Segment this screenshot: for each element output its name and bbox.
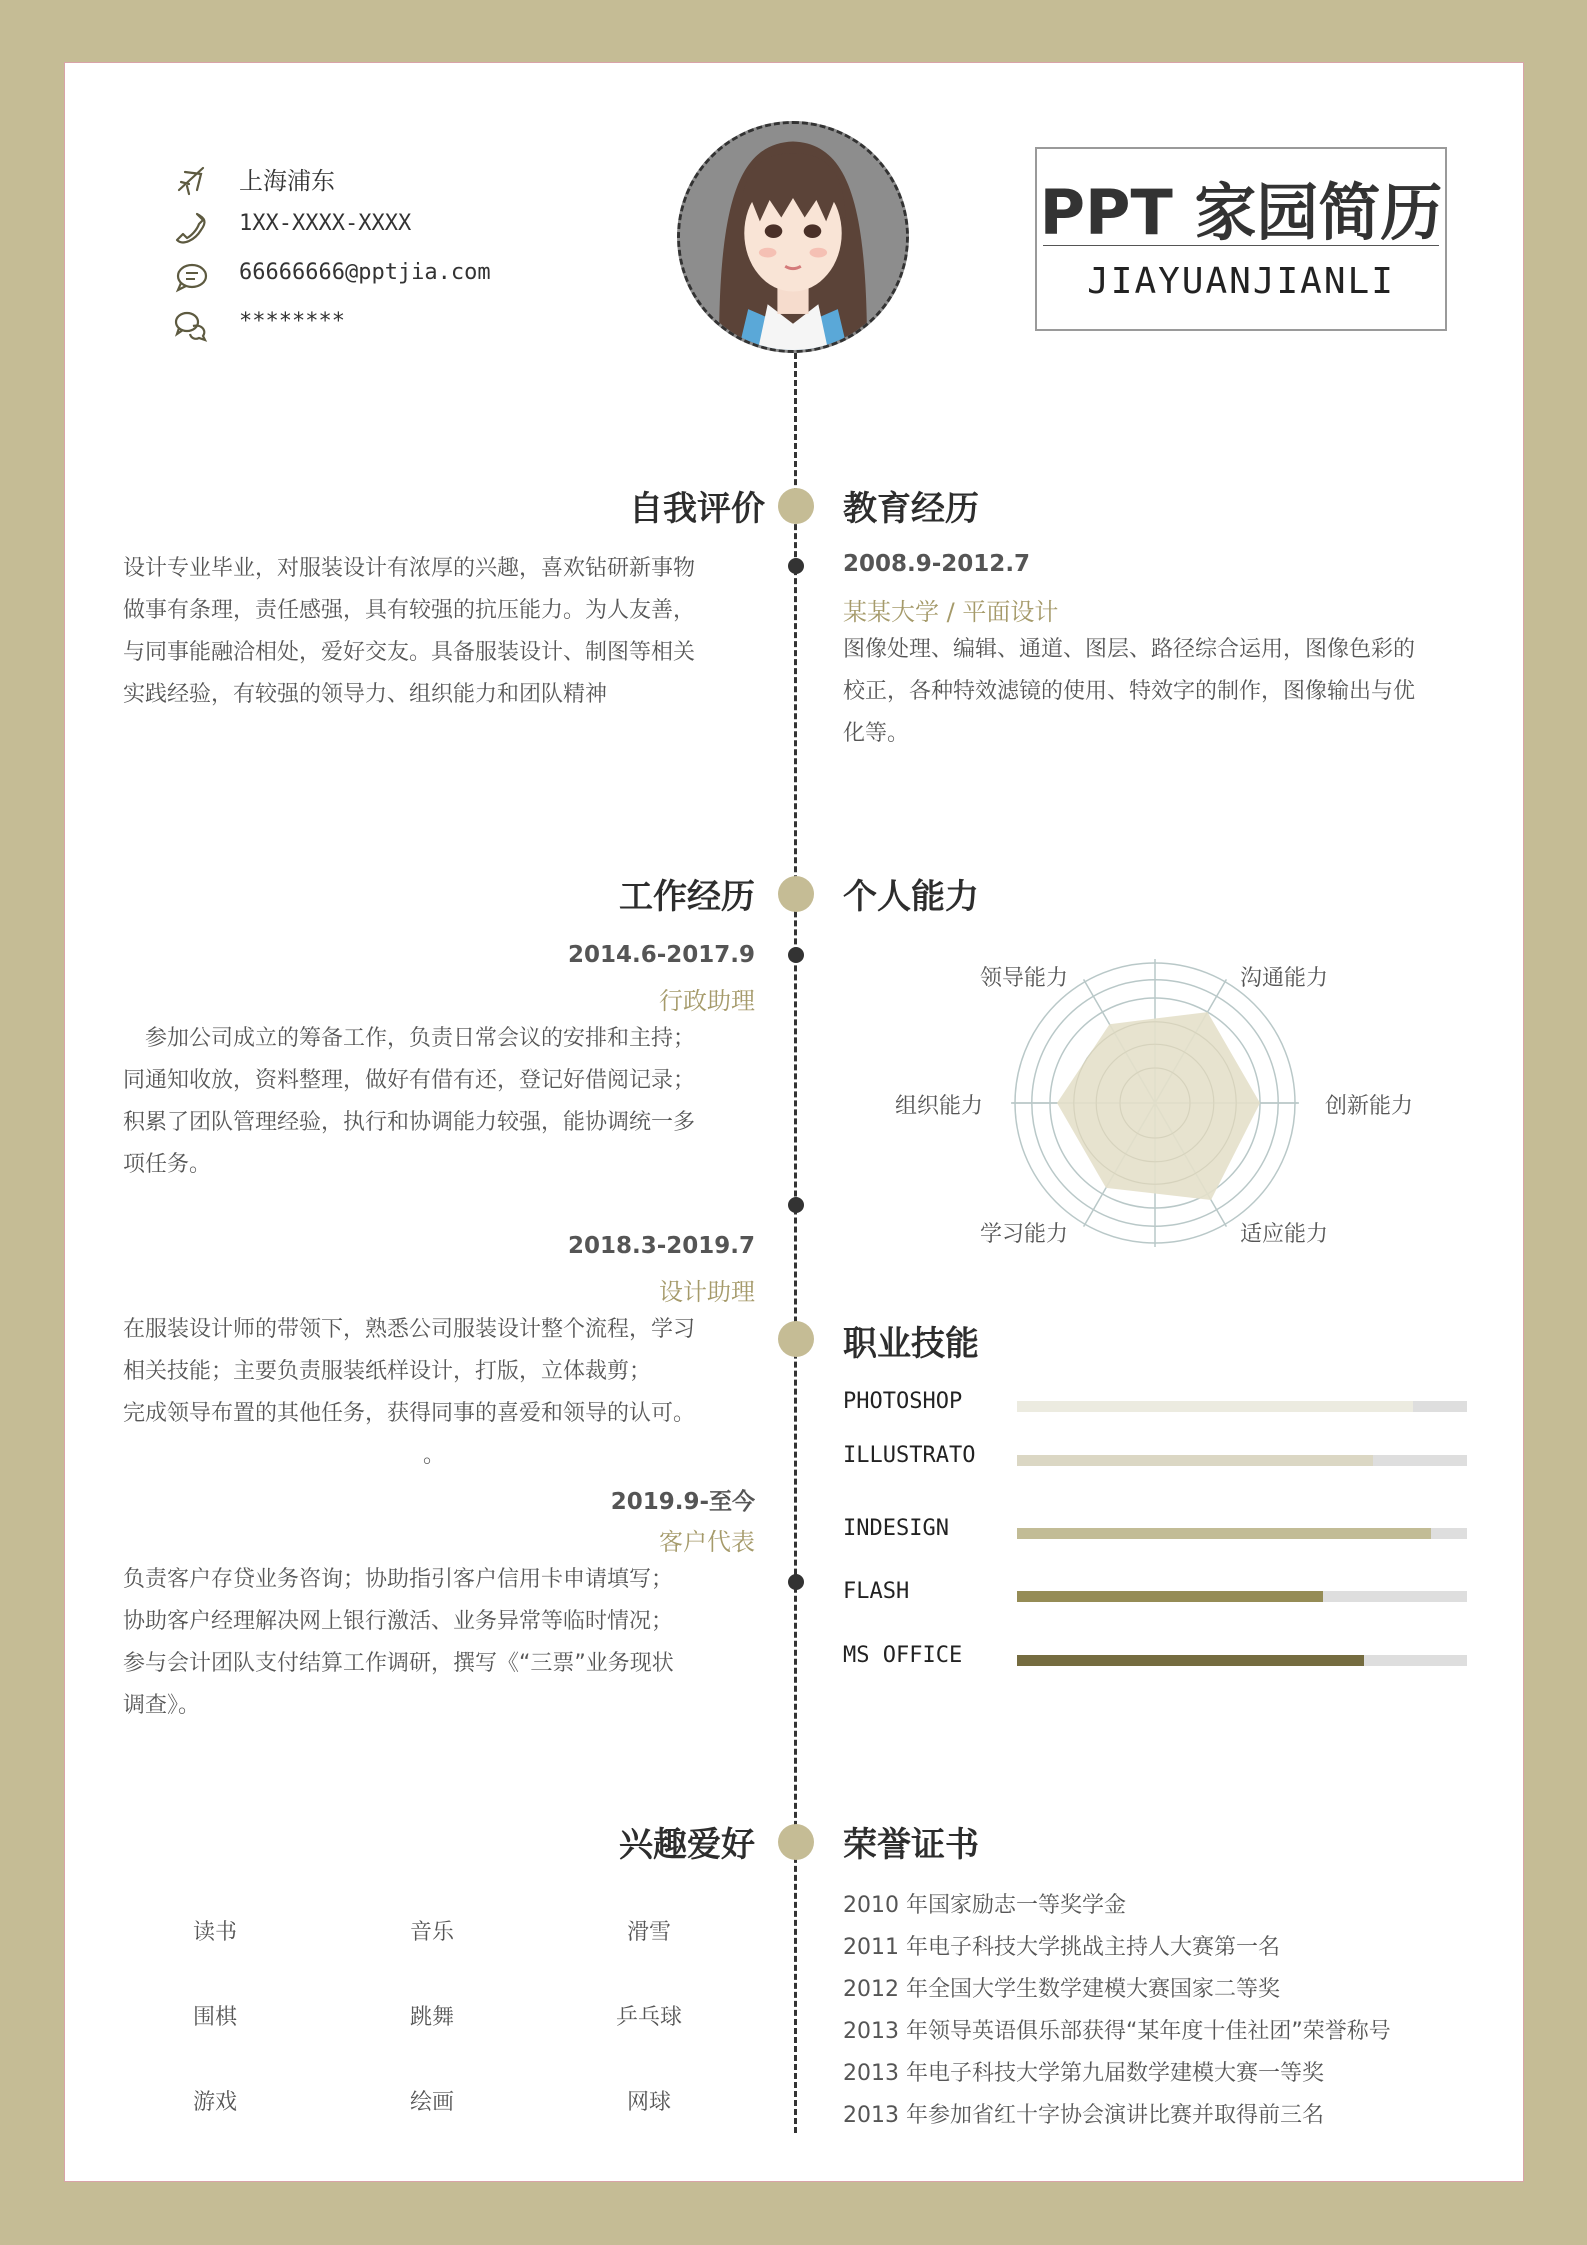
job-line: 相关技能；主要负责服装纸样设计，打版，立体裁剪； bbox=[123, 1359, 652, 1384]
timeline-dot bbox=[788, 1197, 804, 1213]
resume-title-box bbox=[1035, 147, 1447, 331]
job-line: 调查》。 bbox=[123, 1693, 201, 1718]
radar-label: 组织能力 bbox=[894, 1094, 983, 1119]
radar-label: 创新能力 bbox=[1325, 1094, 1414, 1119]
abilities-heading: 个人能力 bbox=[843, 877, 979, 917]
timeline-dot-section bbox=[778, 488, 814, 524]
chat-bubbles-icon bbox=[171, 306, 211, 346]
skill-label: INDESIGN bbox=[843, 1516, 949, 1541]
timeline-dot-section bbox=[778, 1321, 814, 1357]
self-eval-heading: 自我评价 bbox=[629, 489, 765, 529]
skill-bar-fill bbox=[1017, 1401, 1413, 1412]
education-line: 校正，各种特效滤镜的使用、特效字的制作，图像输出与优 bbox=[843, 679, 1416, 704]
skill-bar-fill bbox=[1017, 1655, 1364, 1666]
honor-item: 2013 年领导英语俱乐部获得“某年度十佳社团”荣誉称号 bbox=[843, 2019, 1391, 2044]
skill-bar-fill bbox=[1017, 1528, 1431, 1539]
hobbies-heading: 兴趣爱好 bbox=[619, 1825, 755, 1865]
honor-item: 2013 年参加省红十字协会演讲比赛并取得前三名 bbox=[843, 2103, 1324, 2128]
phone-icon bbox=[171, 208, 211, 248]
avatar-illustration bbox=[680, 124, 906, 350]
timeline-dot bbox=[788, 947, 804, 963]
skill-bar-track bbox=[1017, 1401, 1467, 1412]
honor-item: 2011 年电子科技大学挑战主持人大赛第一名 bbox=[843, 1935, 1280, 1960]
radar-label: 沟通能力 bbox=[1240, 965, 1329, 991]
work-heading: 工作经历 bbox=[619, 877, 755, 917]
education-date: 2008.9-2012.7 bbox=[843, 551, 1031, 577]
radar-label: 领导能力 bbox=[979, 965, 1068, 991]
contact-email bbox=[171, 257, 211, 297]
education-line: 图像处理、编辑、通道、图层、路径综合运用，图像色彩的 bbox=[843, 637, 1416, 662]
radar-label: 学习能力 bbox=[979, 1222, 1068, 1248]
hobby-item: 网球 bbox=[626, 2090, 671, 2115]
job-description bbox=[123, 1018, 763, 1186]
skill-label: FLASH bbox=[843, 1579, 910, 1604]
timeline-line bbox=[794, 353, 797, 2133]
education-text bbox=[843, 629, 1483, 755]
resume-title: PPT 家园简历 bbox=[1039, 176, 1443, 249]
job-line: 同通知收放，资料整理，做好有借有还，登记好借阅记录； bbox=[123, 1068, 696, 1093]
job-line: 项任务。 bbox=[123, 1152, 212, 1177]
skills-heading: 职业技能 bbox=[843, 1324, 979, 1364]
contact-location bbox=[171, 160, 211, 200]
contact-phone-text: 1XX-XXXX-XXXX bbox=[239, 211, 412, 236]
avatar bbox=[677, 121, 909, 353]
job-line: 协助客户经理解决网上银行激活、业务异常等临时情况； bbox=[123, 1609, 674, 1634]
airplane-icon bbox=[171, 160, 211, 200]
education-heading: 教育经历 bbox=[843, 489, 979, 529]
job-line: 负责客户存贷业务咨询；协助指引客户信用卡申请填写； bbox=[123, 1567, 674, 1592]
job-description bbox=[123, 1559, 763, 1727]
honor-item: 2012 年全国大学生数学建模大赛国家二等奖 bbox=[843, 1977, 1280, 2002]
job-line: 参与会计团队支付结算工作调研，撰写《“三票”业务现状 bbox=[123, 1651, 674, 1676]
skill-bar-track bbox=[1017, 1528, 1467, 1539]
job-date: 2019.9-至今 bbox=[610, 1489, 755, 1515]
honor-item: 2013 年电子科技大学第九届数学建模大赛一等奖 bbox=[843, 2061, 1324, 2086]
timeline-dot-section bbox=[778, 876, 814, 912]
job-role: 设计助理 bbox=[659, 1278, 755, 1306]
contact-location-text: 上海浦东 bbox=[239, 167, 335, 195]
contact-phone bbox=[171, 208, 211, 248]
title-divider bbox=[1043, 245, 1439, 246]
skill-bar-track bbox=[1017, 1655, 1467, 1666]
self-eval-line: 设计专业毕业，对服装设计有浓厚的兴趣，喜欢钻研新事物 bbox=[123, 556, 696, 581]
job-description bbox=[123, 1309, 763, 1477]
education-line: 化等。 bbox=[843, 721, 910, 746]
hobby-item: 跳舞 bbox=[409, 2005, 454, 2030]
hobby-item: 音乐 bbox=[409, 1920, 454, 1945]
timeline-dot bbox=[788, 1574, 804, 1590]
job-date: 2014.6-2017.9 bbox=[567, 942, 755, 968]
skill-bar-track bbox=[1017, 1455, 1467, 1466]
job-line: 参加公司成立的筹备工作，负责日常会议的安排和主持； bbox=[123, 1026, 696, 1051]
skill-label: ILLUSTRATO bbox=[843, 1443, 976, 1468]
hobby-item: 围棋 bbox=[192, 2005, 237, 2030]
skill-label: MS OFFICE bbox=[843, 1643, 963, 1668]
education-school: 某某大学 / 平面设计 bbox=[843, 598, 1059, 626]
timeline-dot-section bbox=[778, 1824, 814, 1860]
skill-bar-track bbox=[1017, 1591, 1467, 1602]
hobby-item: 绘画 bbox=[409, 2090, 454, 2115]
job-line: 完成领导布置的其他任务，获得同事的喜爱和领导的认可。 bbox=[123, 1401, 696, 1426]
self-eval-line: 做事有条理，责任感强，具有较强的抗压能力。为人友善， bbox=[123, 598, 696, 623]
contact-wechat-text: ******** bbox=[239, 309, 345, 334]
self-eval-line: 实践经验，有较强的领导力、组织能力和团队精神 bbox=[123, 682, 608, 707]
radar-area bbox=[1057, 1012, 1260, 1200]
self-eval-text bbox=[123, 548, 763, 716]
job-role: 客户代表 bbox=[659, 1528, 755, 1556]
job-line: 。 bbox=[423, 1443, 446, 1468]
job-line: 在服装设计师的带领下，熟悉公司服装设计整个流程，学习 bbox=[123, 1317, 696, 1342]
timeline-dot bbox=[788, 558, 804, 574]
skill-label: PHOTOSHOP bbox=[843, 1389, 963, 1414]
hobby-item: 滑雪 bbox=[626, 1920, 671, 1945]
hobby-item: 读书 bbox=[192, 1920, 237, 1945]
radar-label: 适应能力 bbox=[1240, 1222, 1329, 1248]
resume-subtitle: JIAYUANJIANLI bbox=[1087, 261, 1395, 302]
skill-bar-fill bbox=[1017, 1455, 1373, 1466]
resume-page bbox=[64, 62, 1524, 2182]
hobby-item: 乒乓球 bbox=[615, 2005, 682, 2030]
skill-bar-fill bbox=[1017, 1591, 1323, 1602]
job-line: 积累了团队管理经验，执行和协调能力较强，能协调统一多 bbox=[123, 1110, 696, 1135]
job-role: 行政助理 bbox=[659, 987, 755, 1015]
honor-item: 2010 年国家励志一等奖学金 bbox=[843, 1893, 1126, 1918]
job-date: 2018.3-2019.7 bbox=[567, 1233, 755, 1259]
contact-wechat bbox=[171, 306, 211, 346]
honors-heading: 荣誉证书 bbox=[843, 1825, 979, 1865]
hobby-item: 游戏 bbox=[192, 2090, 237, 2115]
self-eval-line: 与同事能融洽相处，爱好交友。具备服装设计、制图等相关 bbox=[123, 640, 696, 665]
message-bubble-icon bbox=[171, 257, 211, 297]
contact-email-text: 66666666@pptjia.com bbox=[239, 260, 491, 285]
